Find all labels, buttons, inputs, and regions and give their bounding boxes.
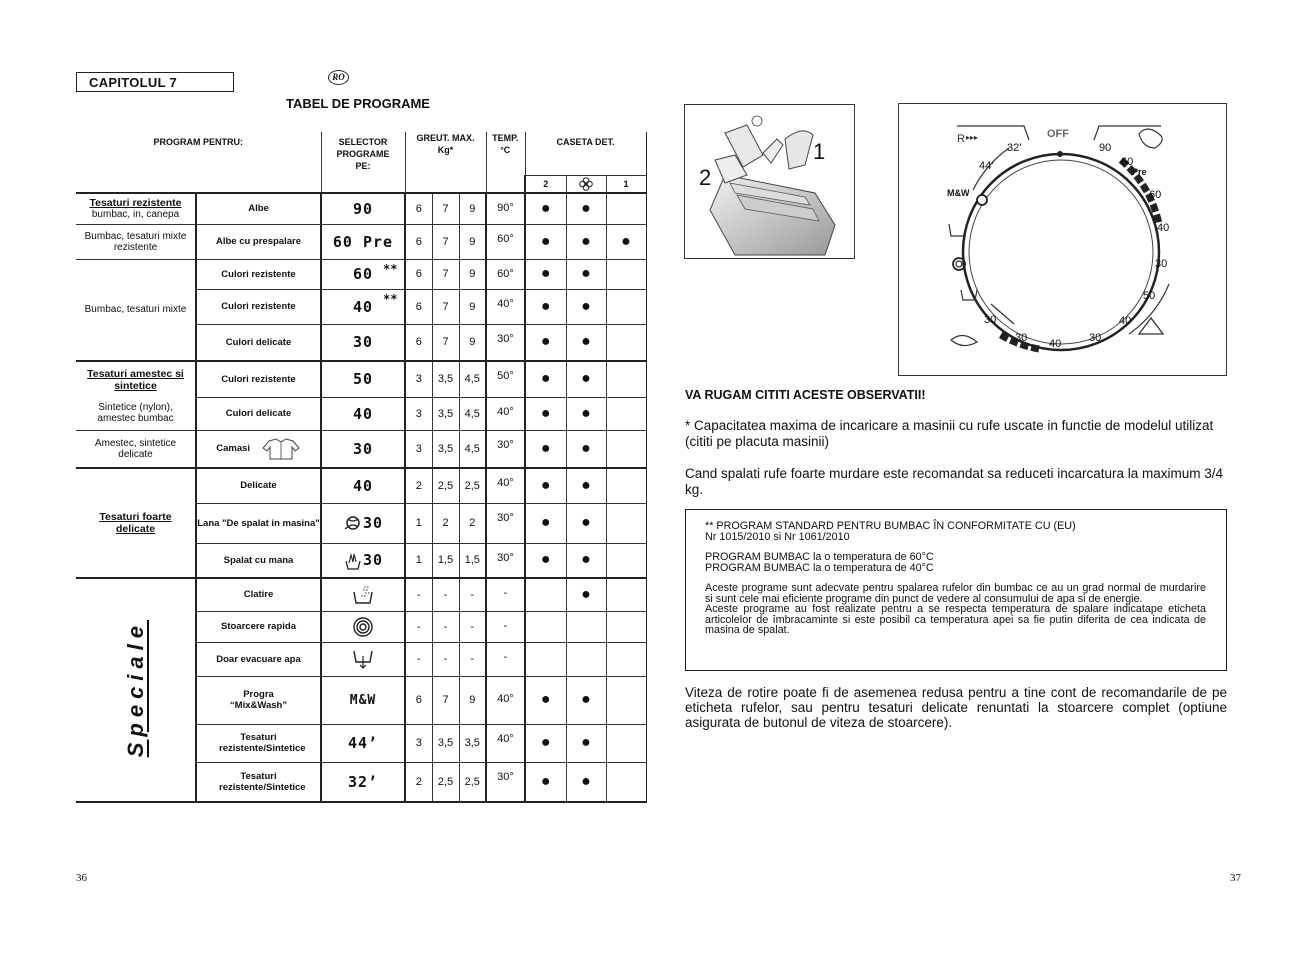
spin-icon	[352, 616, 374, 638]
caseta-mark	[606, 724, 646, 762]
caseta-mark: ●	[566, 397, 606, 430]
drain-icon	[351, 648, 375, 670]
header-selector: SELECTOR PROGRAME PE:	[321, 132, 405, 193]
header-weight: GREUT. MAX. Kg*	[405, 132, 486, 193]
caseta-mark: ●	[525, 724, 566, 762]
selector-value: 44’	[321, 724, 405, 762]
temp-value: 60°	[486, 224, 525, 259]
caseta-mark: ●	[525, 193, 566, 224]
caseta-mark	[525, 642, 566, 676]
dial-label: 30	[1155, 258, 1168, 270]
caseta-mark: ●	[566, 724, 606, 762]
weight-value: 1,5	[459, 543, 486, 578]
temp-value: 30°	[486, 430, 525, 468]
weight-value: 2,5	[459, 468, 486, 503]
weight-value: 7	[432, 193, 459, 224]
selector-value: 60 **	[321, 259, 405, 289]
caseta-mark	[606, 430, 646, 468]
program-name: Doar evacuare apa	[196, 642, 321, 676]
shirt-icon	[261, 438, 301, 460]
caseta-mark	[606, 762, 646, 802]
weight-value: 1,5	[432, 543, 459, 578]
weight-value: 3,5	[432, 724, 459, 762]
weight-value: 1	[405, 543, 432, 578]
caseta-mark: ●	[566, 259, 606, 289]
dial-label: 30	[984, 314, 997, 326]
svg-text:R: R	[957, 133, 965, 145]
weight-value: -	[405, 578, 432, 611]
dial-label: 44’	[979, 160, 994, 172]
caseta-mark: ●	[566, 468, 606, 503]
caseta-mark	[606, 324, 646, 361]
program-name: Tesaturi rezistente/Sintetice	[196, 724, 321, 762]
weight-value: -	[459, 611, 486, 642]
capacity-note: * Capacitatea maxima de incaricare a masinii cu rufe uscate in functie de modelul utilizat (cititi pe placuta masinii)	[685, 418, 1214, 449]
program-dial-illustration	[898, 103, 1227, 376]
caseta-mark: ●	[566, 324, 606, 361]
caseta-mark	[525, 578, 566, 611]
group-bumbac-rezistente: Bumbac, tesaturi mixte rezistente	[76, 224, 196, 259]
temp-value: 40°	[486, 289, 525, 324]
table-row	[76, 224, 646, 259]
program-name: Progra “Mix&Wash”	[196, 676, 321, 724]
caseta-mark: ●	[525, 430, 566, 468]
program-name: Lana "De spalat in masina"	[196, 503, 321, 543]
page-number-right: 37	[1230, 872, 1241, 884]
temp-value: 30°	[486, 762, 525, 802]
group-tesaturi-amestec: Tesaturi amestec si sintetice	[76, 361, 196, 397]
caseta-col-2: 2	[525, 175, 566, 193]
caseta-mark: ●	[606, 224, 646, 259]
group-speciale: Speciale	[76, 578, 196, 802]
weight-value: -	[432, 642, 459, 676]
caseta-mark: ●	[525, 468, 566, 503]
spin-speed-note: Viteza de rotire poate fi de asemenea redusa pentru a tine cont de recomandarile de pe eticheta rufelor, sau pentru tesaturi delicate renuntati la stoarcere complet (optiune asigurata de butonul de viteza de stoarcere).	[685, 685, 1227, 730]
temp-value: 50°	[486, 361, 525, 397]
program-name: Clatire	[196, 578, 321, 611]
dial-label: M&W	[947, 188, 970, 198]
box-line: PROGRAM BUMBAC la o temperatura de 40°C	[705, 561, 934, 574]
weight-value: 9	[459, 259, 486, 289]
caseta-mark	[606, 289, 646, 324]
caseta-mark	[525, 611, 566, 642]
group-amestec-delicate: Amestec, sintetice delicate	[76, 430, 196, 468]
caseta-col-1: 1	[606, 175, 646, 193]
header-temp: TEMP. °C	[486, 132, 525, 193]
dirty-laundry-note: Cand spalati rufe foarte murdare este recomandat sa reduceti incarcatura la maximum 3/4 kg.	[685, 466, 1224, 497]
program-name: Stoarcere rapida	[196, 611, 321, 642]
temp-value: 60°	[486, 259, 525, 289]
weight-value: 7	[432, 259, 459, 289]
weight-value: 9	[459, 224, 486, 259]
weight-value: 9	[459, 676, 486, 724]
selector-value: 60 Pre	[321, 224, 405, 259]
weight-value: 4,5	[459, 361, 486, 397]
caseta-mark	[606, 543, 646, 578]
group-sintetice-nylon: Sintetice (nylon), amestec bumbac	[97, 402, 174, 425]
caseta-mark: ●	[525, 676, 566, 724]
flower-icon	[566, 175, 606, 193]
weight-value: -	[459, 642, 486, 676]
weight-value: 6	[405, 259, 432, 289]
caseta-mark	[606, 611, 646, 642]
page-number-left: 36	[76, 872, 87, 884]
weight-value: 9	[459, 193, 486, 224]
weight-value: 1	[405, 503, 432, 543]
selector-value: M&W	[321, 676, 405, 724]
svg-text:▸▸▸: ▸▸▸	[966, 133, 979, 142]
program-name: Camasi	[196, 430, 321, 468]
table-row	[76, 397, 646, 430]
weight-value: 2	[432, 503, 459, 543]
caseta-mark: ●	[525, 361, 566, 397]
dial-label: 30	[1089, 332, 1102, 344]
caseta-mark: ●	[566, 430, 606, 468]
weight-value: -	[432, 578, 459, 611]
temp-value: -	[486, 578, 525, 611]
selector-value: 90	[321, 193, 405, 224]
program-name: Culori rezistente	[196, 361, 321, 397]
box-line: ** PROGRAM STANDARD PENTRU BUMBAC ÎN CONFORMITATE CU (EU)	[705, 520, 1076, 532]
drawer-label-1: 1	[813, 139, 826, 164]
caseta-mark	[606, 578, 646, 611]
weight-value: 6	[405, 193, 432, 224]
rinse-icon	[351, 585, 375, 605]
caseta-mark: ●	[525, 324, 566, 361]
program-name: Tesaturi rezistente/Sintetice	[196, 762, 321, 802]
dial-label: 30	[1015, 332, 1028, 344]
table-title: TABEL DE PROGRAME	[286, 96, 430, 111]
caseta-mark: ●	[566, 503, 606, 543]
caseta-mark: ●	[566, 543, 606, 578]
caseta-mark: ●	[525, 543, 566, 578]
weight-value: 3	[405, 724, 432, 762]
table-row	[76, 193, 646, 224]
language-badge: RO	[328, 70, 349, 85]
program-name: Culori rezistente	[196, 289, 321, 324]
weight-value: 2,5	[432, 762, 459, 802]
caseta-mark	[606, 193, 646, 224]
caseta-mark	[606, 642, 646, 676]
chapter-label: CAPITOLUL 7	[76, 72, 234, 92]
program-name: Culori delicate	[196, 324, 321, 361]
weight-value: 2,5	[432, 468, 459, 503]
selector-value: 30	[321, 543, 405, 578]
header-caseta: CASETA DET.	[525, 132, 646, 175]
caseta-mark: ●	[566, 578, 606, 611]
caseta-mark	[606, 259, 646, 289]
program-table	[76, 132, 647, 803]
selector-value: 30	[321, 430, 405, 468]
weight-value: 3	[405, 361, 432, 397]
temp-value: 40°	[486, 468, 525, 503]
table-row	[76, 578, 646, 611]
handwash-icon	[343, 552, 363, 570]
program-name: Delicate	[196, 468, 321, 503]
weight-value: 7	[432, 289, 459, 324]
program-name: Albe cu prespalare	[196, 224, 321, 259]
caseta-mark	[606, 503, 646, 543]
box-line: Nr 1015/2010 si Nr 1061/2010	[705, 530, 850, 543]
weight-value: 2	[405, 762, 432, 802]
drawer-label-2: 2	[699, 165, 712, 190]
weight-value: -	[432, 611, 459, 642]
caseta-mark: ●	[525, 397, 566, 430]
weight-value: 4,5	[459, 430, 486, 468]
temp-value: -	[486, 642, 525, 676]
weight-value: 9	[459, 324, 486, 361]
weight-value: 6	[405, 289, 432, 324]
selector-value: 30	[321, 324, 405, 361]
selector-value: 40 **	[321, 289, 405, 324]
program-name: Albe	[196, 193, 321, 224]
caseta-mark	[566, 642, 606, 676]
temp-value: 30°	[486, 324, 525, 361]
caseta-mark	[606, 361, 646, 397]
weight-value: 2	[405, 468, 432, 503]
weight-value: 6	[405, 676, 432, 724]
dial-label: 32’	[1007, 142, 1022, 154]
dial-off: OFF	[1047, 128, 1069, 140]
dial-label: 50	[1143, 290, 1156, 302]
detergent-drawer-illustration	[684, 104, 855, 259]
selector-value: 32’	[321, 762, 405, 802]
dial-label: 40	[1119, 315, 1132, 327]
weight-value: 2,5	[459, 762, 486, 802]
weight-value: -	[459, 578, 486, 611]
program-name: Culori rezistente	[196, 259, 321, 289]
caseta-mark	[606, 397, 646, 430]
weight-value: 6	[405, 324, 432, 361]
program-name: Spalat cu mana	[196, 543, 321, 578]
caseta-mark: ●	[566, 361, 606, 397]
selector-value: 30	[321, 503, 405, 543]
selector-value: 40	[321, 468, 405, 503]
selector-value: 40	[321, 397, 405, 430]
selector-value	[321, 611, 405, 642]
caseta-mark	[606, 468, 646, 503]
table-row	[76, 361, 646, 397]
weight-value: -	[405, 642, 432, 676]
group-bumbac-mixte: Bumbac, tesaturi mixte	[76, 259, 196, 361]
group-foarte-delicate: Tesaturi foarte delicate	[76, 468, 196, 578]
weight-value: -	[405, 611, 432, 642]
caseta-mark: ●	[566, 224, 606, 259]
caseta-mark: ●	[525, 224, 566, 259]
weight-value: 3	[405, 430, 432, 468]
temp-value: 30°	[486, 543, 525, 578]
caseta-mark: ●	[525, 289, 566, 324]
caseta-mark: ●	[566, 676, 606, 724]
weight-value: 9	[459, 289, 486, 324]
temp-value: 40°	[486, 676, 525, 724]
group-tesaturi-rezistente: Tesaturi rezistente bumbac, in, canepa	[76, 193, 196, 224]
weight-value: 6	[405, 224, 432, 259]
caseta-mark: ●	[525, 259, 566, 289]
dial-label: 60	[1149, 189, 1162, 201]
program-name: Culori delicate	[196, 397, 321, 430]
table-row	[76, 259, 646, 289]
weight-value: 7	[432, 676, 459, 724]
weight-value: 4,5	[459, 397, 486, 430]
table-row	[76, 468, 646, 503]
caseta-mark	[566, 611, 606, 642]
weight-value: 3,5	[432, 397, 459, 430]
weight-value: 2	[459, 503, 486, 543]
dial-label: 90	[1099, 142, 1112, 154]
wool-icon	[343, 514, 363, 532]
dial-label: 60	[1121, 156, 1134, 168]
selector-value	[321, 642, 405, 676]
box-paragraph: Aceste programe sunt adecvate pentru spalarea rufelor din bumbac ce au un grad normal de murdarire si sunt cele mai eficiente programe din punct de vedere al consumului de apa si de energie.	[705, 582, 1206, 605]
caseta-mark: ●	[566, 193, 606, 224]
temp-value: 40°	[486, 397, 525, 430]
weight-value: 7	[432, 324, 459, 361]
temp-value: -	[486, 611, 525, 642]
box-line: PROGRAM BUMBAC la o temperatura de 60°C	[705, 551, 934, 563]
temp-value: 90°	[486, 193, 525, 224]
caseta-mark: ●	[566, 289, 606, 324]
observations-title: VA RUGAM CITITI ACESTE OBSERVATII!	[685, 388, 926, 402]
temp-value: 30°	[486, 503, 525, 543]
dial-label: 40	[1049, 338, 1062, 350]
weight-value: 3,5	[432, 361, 459, 397]
caseta-mark: ●	[525, 762, 566, 802]
caseta-mark: ●	[566, 762, 606, 802]
standard-program-box	[685, 509, 1227, 671]
temp-value: 40°	[486, 724, 525, 762]
weight-value: 3	[405, 397, 432, 430]
caseta-mark: ●	[525, 503, 566, 543]
selector-value: 50	[321, 361, 405, 397]
dial-label: 40	[1157, 222, 1170, 234]
dial-label: Pre	[1132, 167, 1147, 177]
selector-value	[321, 578, 405, 611]
weight-value: 3,5	[459, 724, 486, 762]
header-program: PROGRAM PENTRU:	[153, 137, 243, 147]
weight-value: 3,5	[432, 430, 459, 468]
box-paragraph: Aceste programe au fost realizate pentru a se respecta temperatura de spalare indicatape eticheta articolelor de îmbracaminte si este posibil ca temperatura apei sa fie putin diferita de cea indicata de masina de spalat.	[705, 603, 1206, 636]
caseta-mark	[606, 676, 646, 724]
table-row	[76, 430, 646, 468]
weight-value: 7	[432, 224, 459, 259]
